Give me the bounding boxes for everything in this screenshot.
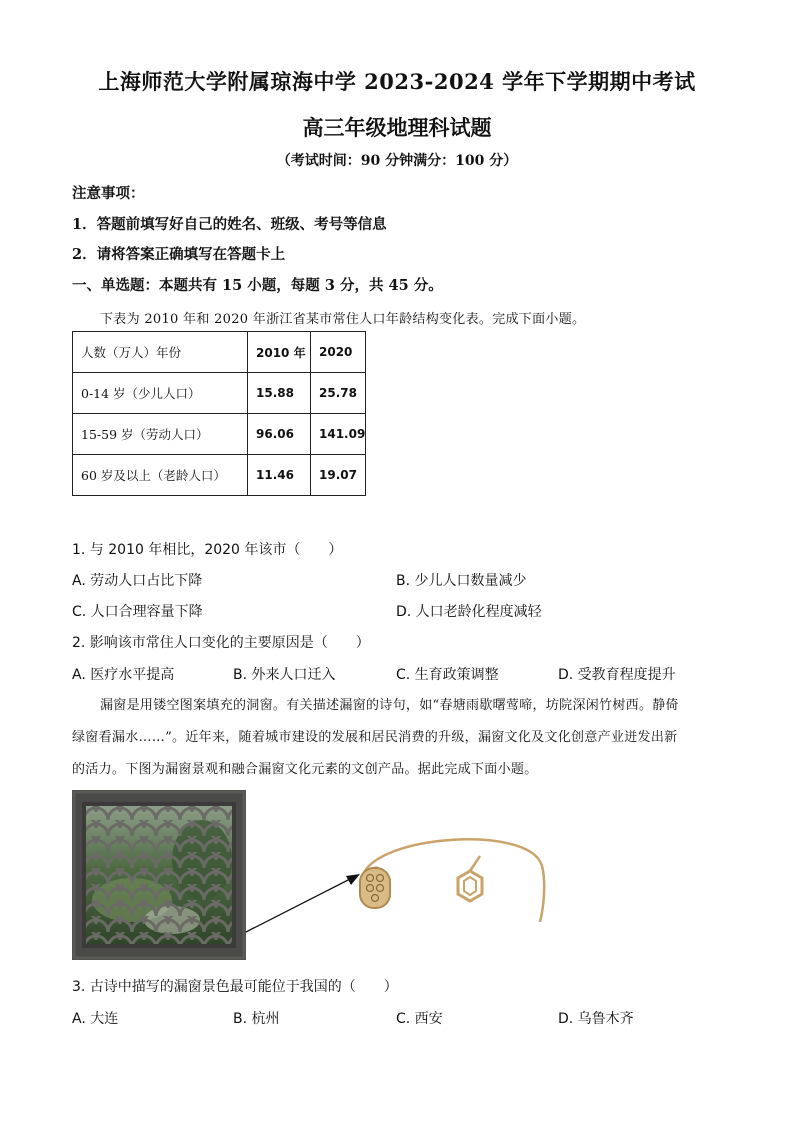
- table-cell: 0-14 岁（少儿人口）: [73, 373, 248, 414]
- answer-option[interactable]: D. 人口老龄化程度减轻: [396, 604, 542, 620]
- table-cell: 2020: [311, 332, 366, 373]
- table-cell: 19.07: [311, 455, 366, 496]
- table-cell: 15-59 岁（劳动人口）: [73, 414, 248, 455]
- table-cell: 人数（万人）年份: [73, 332, 248, 373]
- bracelet-illustration: [330, 826, 554, 936]
- lattice-window-photo: [72, 790, 246, 960]
- answer-option[interactable]: A. 劳动人口占比下降: [72, 573, 203, 589]
- table-row: [73, 373, 366, 414]
- note-item: 2．请将答案正确填写在答题卡上: [72, 246, 286, 263]
- table-row: [73, 455, 366, 496]
- table-row: [73, 332, 366, 373]
- table-cell: 60 岁及以上（老龄人口）: [73, 455, 248, 496]
- table-cell: 15.88: [248, 373, 311, 414]
- table-cell: 141.09: [311, 414, 366, 455]
- exam-title: 上海师范大学附属琼海中学 2023-2024 学年下学期期中考试: [98, 69, 696, 94]
- exam-subtitle: 高三年级地理科试题: [302, 115, 492, 140]
- notes-heading: 注意事项：: [72, 185, 145, 202]
- answer-option[interactable]: C. 生育政策调整: [396, 667, 499, 683]
- passage-line: 漏窗是用镂空图案填充的洞窗。有关描述漏窗的诗句，如“春塘雨歇曙莺啼，坊院深闲竹树西。静倚: [100, 698, 679, 713]
- exam-info: （考试时间：90 分钟满分：100 分）: [276, 153, 518, 169]
- answer-option[interactable]: B. 杭州: [233, 1011, 280, 1027]
- note-item: 1．答题前填写好自己的姓名、班级、考号等信息: [72, 216, 387, 233]
- passage-line: 绿窗看漏水……”。近年来，随着城市建设的发展和居民消费的升级，漏窗文化及文化创意产业迸发出新: [72, 730, 678, 745]
- answer-option[interactable]: A. 大连: [72, 1011, 119, 1027]
- table-cell: 2010 年: [248, 332, 311, 373]
- question-stem: 1. 与 2010 年相比，2020 年该市（ ）: [72, 542, 343, 558]
- question-stem: 3. 古诗中描写的漏窗景色最可能位于我国的（ ）: [72, 979, 398, 995]
- section-heading: 一、单选题：本题共有 15 小题，每题 3 分，共 45 分。: [72, 277, 443, 294]
- table-cell: 96.06: [248, 414, 311, 455]
- table-cell: 25.78: [311, 373, 366, 414]
- answer-option[interactable]: B. 少儿人口数量减少: [396, 573, 527, 589]
- answer-option[interactable]: B. 外来人口迁入: [233, 667, 336, 683]
- table-intro: 下表为 2010 年和 2020 年浙江省某市常住人口年龄结构变化表。完成下面小题。: [100, 312, 586, 327]
- table-cell: 11.46: [248, 455, 311, 496]
- answer-option[interactable]: C. 人口合理容量下降: [72, 604, 203, 620]
- question-stem: 2. 影响该市常住人口变化的主要原因是（ ）: [72, 635, 370, 651]
- table-row: [73, 414, 366, 455]
- answer-option[interactable]: A. 医疗水平提高: [72, 667, 175, 683]
- answer-option[interactable]: D. 受教育程度提升: [558, 667, 676, 683]
- answer-option[interactable]: C. 西安: [396, 1011, 443, 1027]
- passage-line: 的活力。下图为漏窗景观和融合漏窗文化元素的文创产品。据此完成下面小题。: [72, 762, 538, 777]
- answer-option[interactable]: D. 乌鲁木齐: [558, 1011, 634, 1027]
- population-table: [72, 331, 366, 496]
